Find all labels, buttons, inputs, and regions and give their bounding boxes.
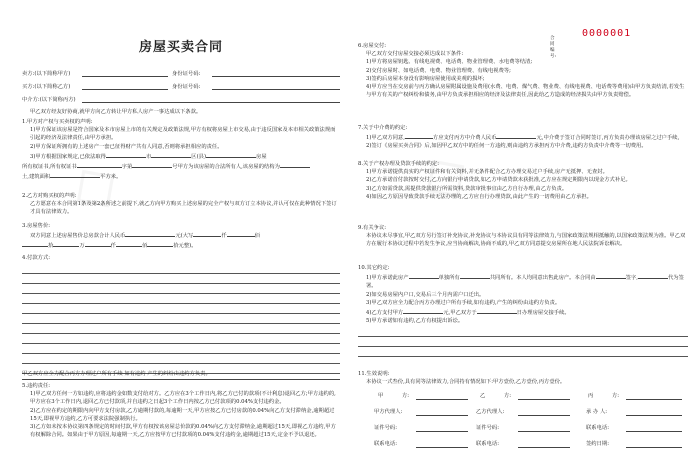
handler-label: 承 办 人: xyxy=(586,409,608,415)
price-qian2-field[interactable] xyxy=(85,240,111,247)
price-shi-field[interactable] xyxy=(22,240,48,247)
proxy-field[interactable] xyxy=(638,272,668,279)
contact-phone-field[interactable] xyxy=(626,431,682,432)
sign-date-field[interactable] xyxy=(626,447,682,448)
section-8: 8.关于产权办理及贷款手续的约定: 1)甲方承诺提供真实的产权证件和有关资料,并无条件配合乙方办理交易过户手续,房产无抵押、无查封。 2)乙方承诺首付款按时交付,乙方向银行申请贷款,如乙方申请贷款未获批准,乙方应在规定期限内以现金方式补足。 3)乙方如需贷款,需提供贷款银行所需资料,贷款审批事宜由乙方自行办理,由乙方负责。 4)如因乙方原因导致贷款手续无法办理的,乙方应自行办理贷款,由此产生的一切费用由乙方承担。 xyxy=(358,160,688,201)
contact-phone-label: 联系电话: xyxy=(586,425,609,431)
contract-number-label: 合同编号: xyxy=(550,36,557,59)
party-a-sign-field[interactable] xyxy=(416,399,468,400)
section-7-heading: 7.关于中介费的约定: xyxy=(358,125,408,131)
seller-id-label: 身份证号码: xyxy=(172,71,201,77)
agent-b-label: 乙方代理人: xyxy=(476,409,505,415)
party-b-label: 乙 xyxy=(480,393,486,399)
section-6: 6.房屋交付: 甲乙双方交付房屋交接必须达成以下条件: 1)甲方将房屋钥匙、有线电视费、电话费、物业管理费、水电费等结清; 2)交付房屋时、如电话费、电费、物业管理费、有线电视费等; 3)签约后房屋本身没有影响房屋使用或美观的损坏; 4)甲方应当在交房前与丙方确认房屋附属设施及费用(水费、电费、煤气费、物业费、有线电视费、电话费等费用)由甲方负责结清,若发生与甲方有关的产权纠纷和债务,由甲方负责承担相应的经济及法律责任,因此给乙方造成的经济损失由甲方负责赔偿。 xyxy=(358,42,688,99)
seller-name-field[interactable] xyxy=(82,76,168,77)
property-address-field[interactable] xyxy=(206,151,256,158)
party-a-label: 甲 xyxy=(378,393,384,399)
phone-b-field[interactable] xyxy=(518,447,570,448)
id-b-field[interactable] xyxy=(518,431,570,432)
party-b-label-2: 方: xyxy=(504,393,512,399)
buyer-id-label: 身份证号码: xyxy=(172,84,201,90)
phone-a-label: 联系电话: xyxy=(374,441,397,447)
price-wan-field[interactable] xyxy=(53,240,79,247)
certificate-no-field[interactable] xyxy=(132,161,172,168)
party-a-label-2: 方: xyxy=(402,393,410,399)
agent-a-field[interactable] xyxy=(416,415,468,416)
phone-b-label: 联系电话: xyxy=(476,441,499,447)
section-5: 5.违约责任: 1)甲乙双方任何一方如违约,应将违约金如数支付给对方。乙方应在3个工作日内,将乙方已付的款项(不计利息)退回乙方;甲方违约的,甲方应在3个工作日内,退回乙方已付款项,并自违约之日起3个工作日内按乙方已付款项的0.04%支付违约金。 2)乙方应在约定的期限内向甲方支付房款,乙方逾期付款的,每逾期一天,甲方应按乙方已付房款的0.04%向乙方支付滞纳金,逾期超过15天,即视甲方违约,乙方可要求法院强制执行。 3)乙方如未按本协议第四条规定的时间付款,甲方有权按该房屋总价款的0.04%向乙方支付滞纳金,逾期超过15天,即视乙方违约,甲方有权解除合同。如果由于甲方原因,每逾期一天,乙方应按甲方已付款项的0.04%支付违约金,逾期超过15天,定金不予以退还。 xyxy=(22,382,340,439)
price-bai2-field[interactable] xyxy=(116,240,142,247)
buyer-name-field[interactable] xyxy=(82,89,168,90)
sign-date-label: 签约日期: xyxy=(586,441,609,447)
section-3: 3.房屋售价: 双方同意上述房屋售价总房款合计人民币 元(大写 仟 佰 拾 万 仟 佰 拾元整)。 xyxy=(22,222,340,251)
phone-a-field[interactable] xyxy=(416,447,468,448)
section-9: 9.有关争议: 本协议未尽事宜,甲乙双方另行签订补充协议,补充协议与本协议具有同等法律效力,与国家政策法规相抵触的,以国家政策法规为准。甲乙双方在履行本协议过程中若发生争议,应当协商解决,协商不成的,甲乙双方同意提交房屋所在地人民法院诉讼解决。 xyxy=(358,224,688,249)
handler-field[interactable] xyxy=(626,415,682,416)
id-a-field[interactable] xyxy=(416,431,468,432)
party-c-sign-field[interactable] xyxy=(626,399,682,400)
party-agent xyxy=(22,96,340,105)
agent-name-field[interactable] xyxy=(82,102,340,103)
co-owner-field[interactable] xyxy=(460,272,490,279)
signature-row-phones xyxy=(358,440,688,454)
section-1: 1.甲方对产权与买卖权的声明: 1)甲方保证该房屋是符合国家及本市房屋上市的有关规定及政策法规,甲方有权将房屋上市交易,由于违反国家及本市相关政策法规而引起的经济及法律责任,由甲方承担。 2)甲方保证所拥有的上述房产一套已征得财产共有人同意,否则将承担相应的责任。 3)甲方根据国家规定,已依法取得 市 区(县) 房屋 所有权证书,所有权证书 字第 号甲方为该房屋的合法所有人,该房屋的结构为 土,建筑面积 平方米。 xyxy=(22,118,340,181)
price-qian-field[interactable] xyxy=(193,230,221,237)
other-terms-lines[interactable] xyxy=(358,327,688,357)
handover-date-field[interactable] xyxy=(477,307,517,314)
signature-row-parties xyxy=(358,392,688,406)
section-3-heading: 3.房屋售价: xyxy=(22,223,51,229)
section-4-heading: 4.付款方式: xyxy=(22,255,51,261)
section-8-heading: 8.关于产权办理及贷款手续的约定: xyxy=(358,161,439,167)
party-c-label-2: 方: xyxy=(612,393,620,399)
agency-fee-field[interactable] xyxy=(496,132,536,139)
district-field[interactable] xyxy=(151,151,191,158)
party-c-label: 丙 xyxy=(588,393,594,399)
section-2: 2.乙方对购买权的声明: 乙方愿意在本合同第1条及第2条所述之前提下,就乙方向甲方购买上述房屋的完全产权与双方订立本协议,并认可仅在此种情况下签订才具有法律效力。 xyxy=(22,192,340,217)
handover-amount-field[interactable] xyxy=(403,307,443,314)
id-a-label: 证件号码: xyxy=(374,425,397,431)
intro-paragraph: 甲乙双方经友好协商,就甲方向乙方转让甲方私人房产一事达成以下条款。 xyxy=(30,109,202,115)
city-field[interactable] xyxy=(106,151,146,158)
id-b-label: 证件号码: xyxy=(476,425,499,431)
payment-method-lines[interactable] xyxy=(22,264,340,374)
party-seller xyxy=(22,70,340,79)
section-5-heading: 5.违约责任: xyxy=(22,383,51,389)
section-10-heading: 10.其它约定: xyxy=(358,265,390,271)
total-price-field[interactable] xyxy=(125,230,175,237)
price-shi2-field[interactable] xyxy=(147,240,173,247)
section-6-heading: 6.房屋交付: xyxy=(358,43,387,49)
structure-field[interactable] xyxy=(280,161,310,168)
section-2-heading: 2.乙方对购买权的声明: xyxy=(22,193,77,199)
section-11-heading: 11.生效说明: xyxy=(358,371,390,377)
signer-field[interactable] xyxy=(596,272,626,279)
signature-row-ids xyxy=(358,424,688,438)
section-11: 11.生效说明: 本协议一式叁份,具有同等法律效力,合同持有情况如下:甲方壹份,乙方壹份,丙方壹份。 xyxy=(358,370,688,386)
section-10: 10.其它约定: 1)甲方承诺此房产 单独所有 共同所有。本人均同意出售此房产。本合同由 签字, 代为签署。 2)如交易房屋内户口,交易后三个月内需户口迁出。 3)甲乙双方应全力配合丙方办理过户所有手续,如有违约,产生的纠纷由违约方负责。 4)乙方支付甲方 元,甲乙双方于 日办理房屋交接手续。 5)甲方承诺如有违约,乙方有权提出诉讼。 xyxy=(358,264,688,357)
seller-label: 卖方:(以下简称甲方) xyxy=(22,71,71,77)
signature-row-agents xyxy=(358,408,688,422)
section-9-heading: 9.有关争议: xyxy=(358,225,387,231)
bottom-note: 甲乙双方应全力配合丙方办理过户所有手续 如有违约 产生的纠纷由违约方负责。 xyxy=(22,370,340,380)
section-4 xyxy=(22,254,340,374)
page-title: 房屋买卖合同 xyxy=(138,40,223,55)
section-7: 7.关于中介费的约定: 1)甲乙双方同意, 方应支付丙方中介费人民币 元,中介费于签订合同时签订,丙方负责办理该房屋之过户手续, 2)签订《房屋买卖合同》后,如因甲乙双方中的任何一方违约,则由违约方承担丙方中介费,违约方负责中介费等一切费用。 xyxy=(358,124,688,151)
agent-label: 中介方:(以下简称丙方) xyxy=(22,97,76,103)
certificate-field[interactable] xyxy=(77,161,122,168)
area-field[interactable] xyxy=(50,171,100,178)
buyer-id-field[interactable] xyxy=(212,89,340,90)
contract-number-value: 0000001 xyxy=(582,28,632,39)
seller-id-field[interactable] xyxy=(212,76,340,77)
buyer-label: 买方:(以下简称乙方) xyxy=(22,84,71,90)
section-1-heading: 1.甲方对产权与买卖权的声明: xyxy=(22,119,93,125)
fee-payer-field[interactable] xyxy=(405,132,433,139)
price-bai-field[interactable] xyxy=(227,230,255,237)
agent-a-label: 甲方代理人: xyxy=(374,409,403,415)
party-b-sign-field[interactable] xyxy=(518,399,570,400)
party-buyer xyxy=(22,83,340,92)
agent-b-field[interactable] xyxy=(518,415,570,416)
owner-field[interactable] xyxy=(409,272,439,279)
